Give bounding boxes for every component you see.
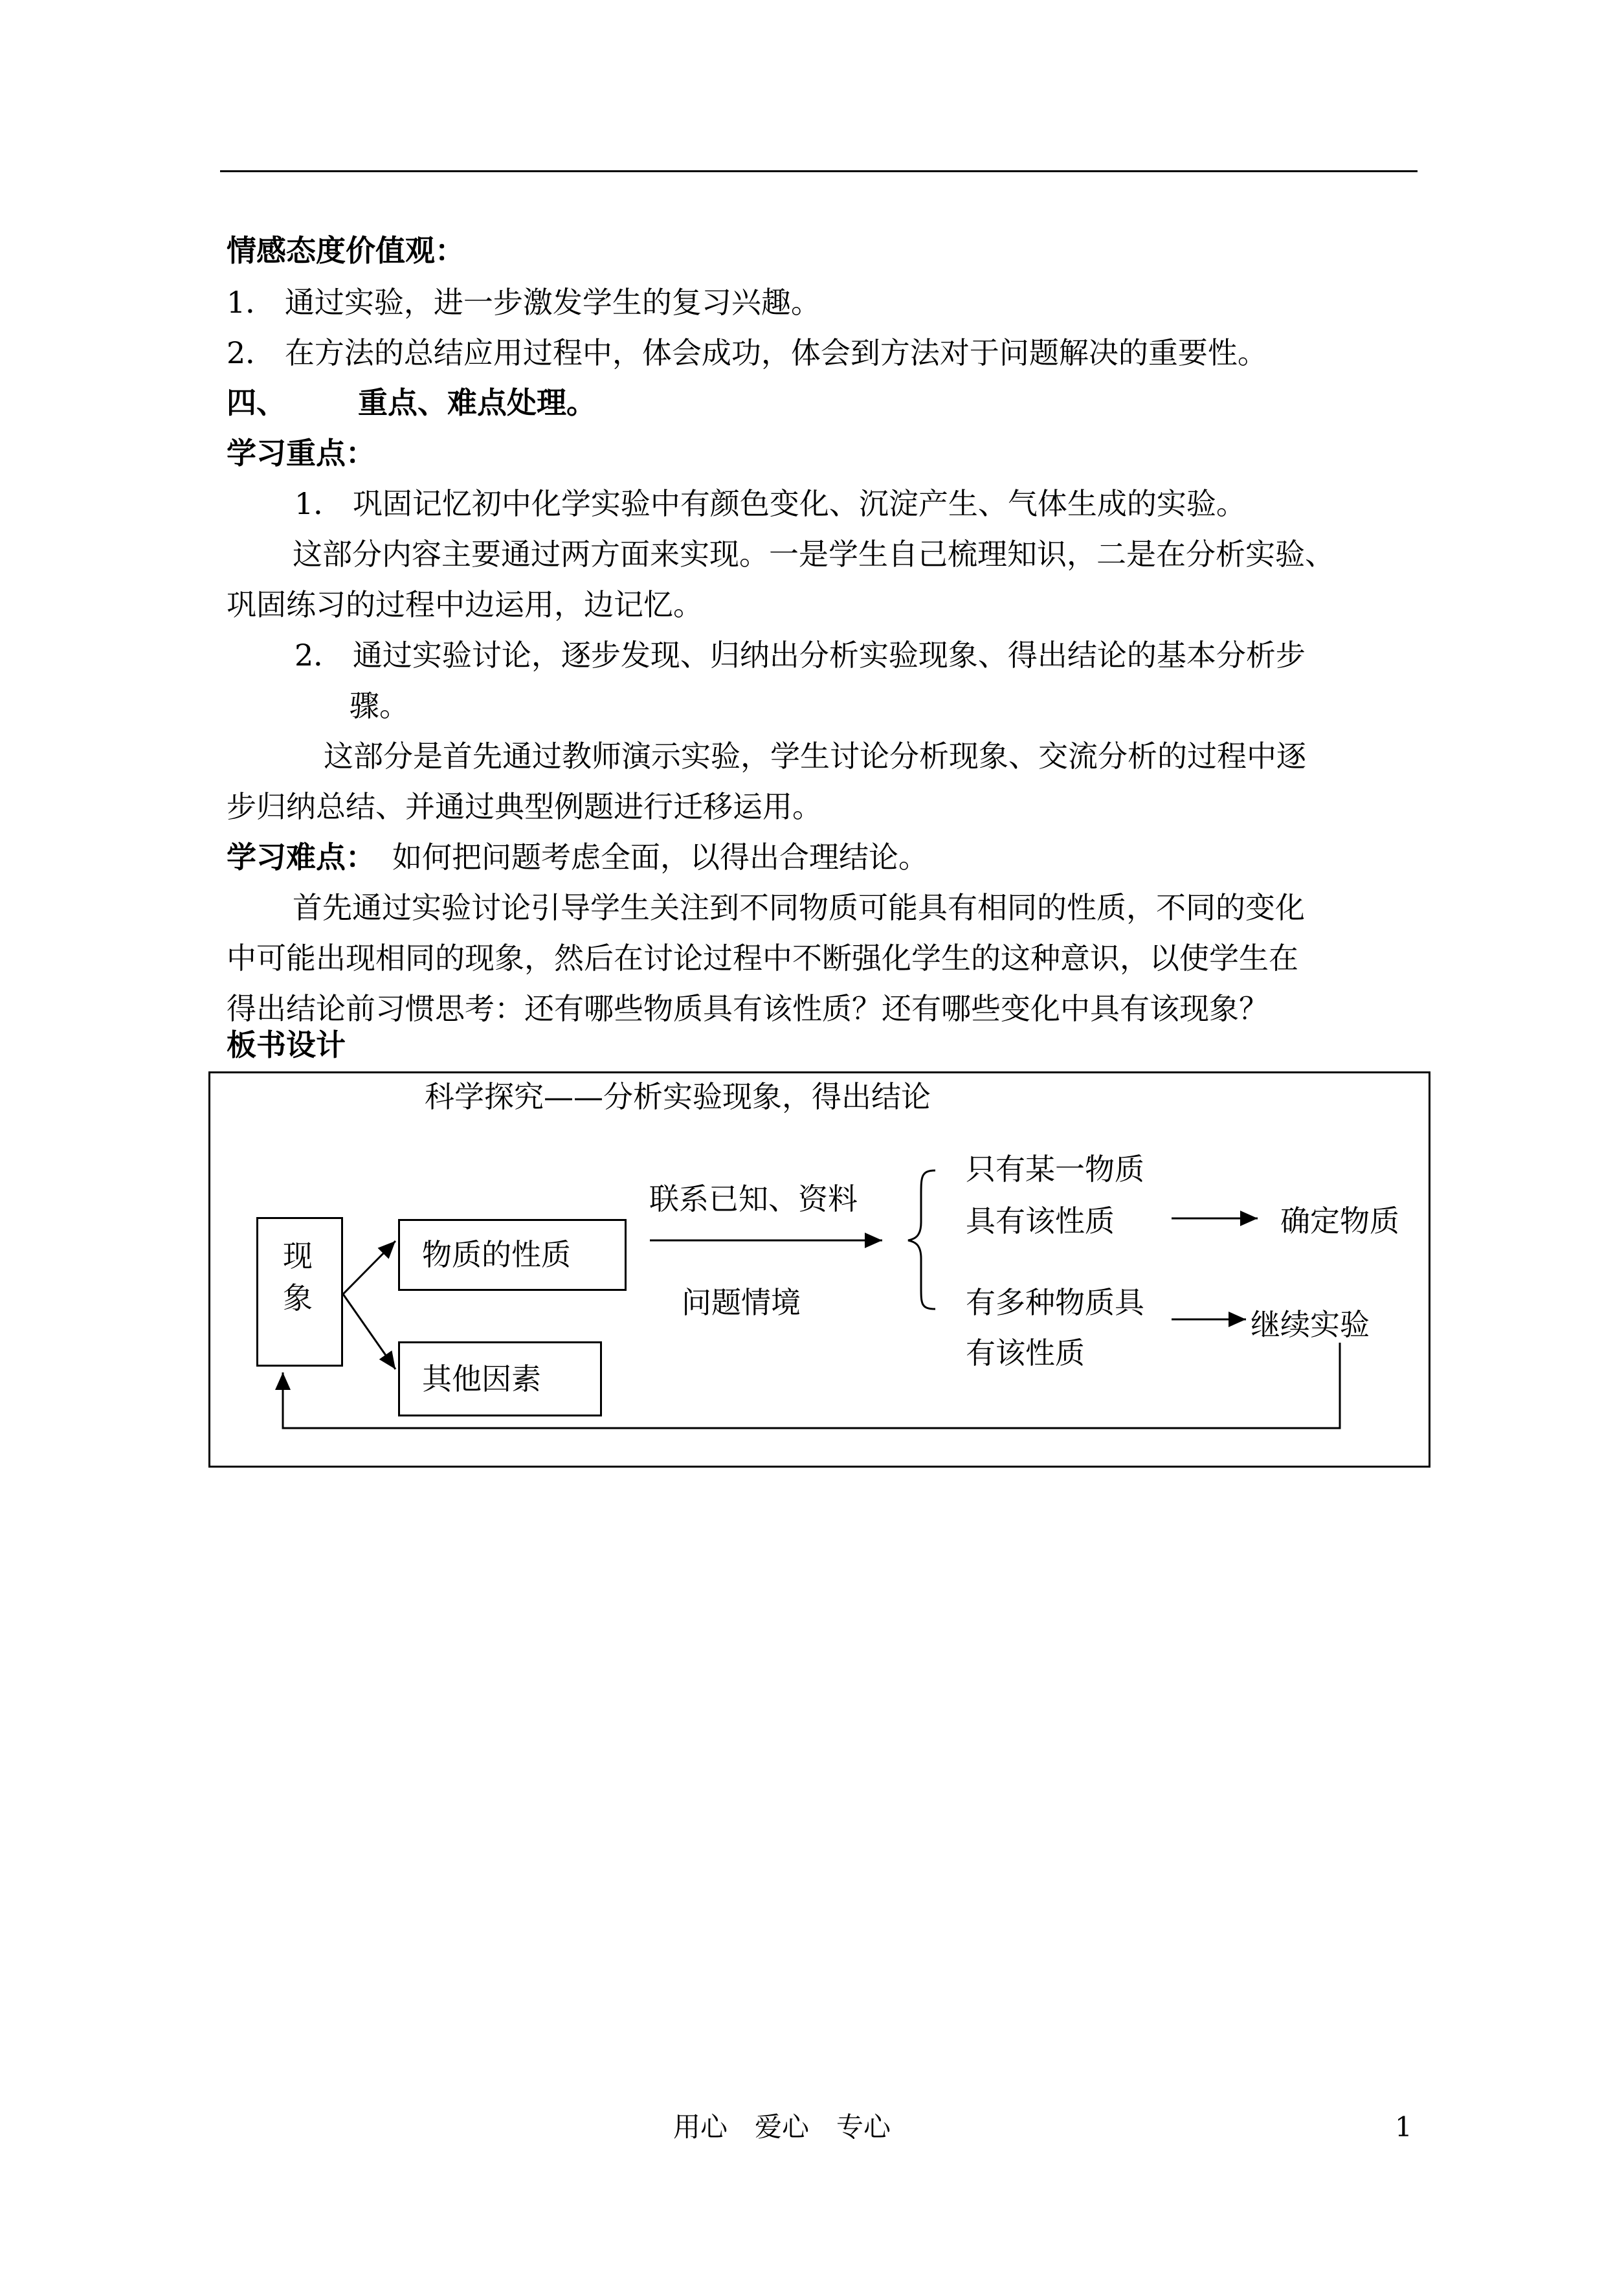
difficult-points-heading: 学习难点：: [227, 840, 375, 875]
page-number: 1: [1395, 2111, 1412, 2143]
key-point-para-2-line-1: 这部分是首先通过教师演示实验，学生讨论分析现象、交流分析的过程中逐: [324, 739, 1306, 774]
emotion-item-1: 1． 通过实验，进一步激发学生的复习兴趣。: [227, 285, 821, 320]
feedback-loop-arrow: [283, 1343, 1340, 1428]
section-four-title: 重点、难点处理。: [358, 385, 596, 420]
other-factors-label: 其他因素: [422, 1361, 541, 1396]
emotion-item-2: 2． 在方法的总结应用过程中，体会成功，体会到方法对于问题解决的重要性。: [227, 335, 1267, 370]
multiple-line-2: 有该性质: [966, 1336, 1085, 1370]
arrow-to-property: [343, 1241, 395, 1294]
arrow-label-top: 联系已知、资料: [649, 1181, 858, 1216]
key-point-para-1-line-2: 巩固练习的过程中边运用，边记忆。: [227, 587, 703, 622]
arrow-to-other: [343, 1294, 395, 1369]
key-point-para-2-line-2: 步归纳总结、并通过典型例题进行迁移运用。: [227, 789, 822, 824]
section-four-number: 四、: [227, 385, 286, 420]
diagram-title: 科学探究——分析实验现象，得出结论: [425, 1079, 931, 1114]
key-points-heading: 学习重点：: [227, 436, 375, 471]
key-point-para-1-line-1: 这部分内容主要通过两方面来实现。一是学生自己梳理知识，二是在分析实验、: [293, 537, 1335, 572]
phenomenon-char-2: 象: [283, 1281, 313, 1315]
section-emotion-heading: 情感态度价值观：: [227, 233, 465, 268]
difficult-para-line-1: 首先通过实验讨论引导学生关注到不同物质可能具有相同的性质，不同的变化: [293, 890, 1305, 925]
difficult-points-text: 如何把问题考虑全面，以得出合理结论。: [392, 840, 928, 875]
footer-slogan: 用心 爱心 专心: [673, 2111, 891, 2143]
difficult-para-line-3: 得出结论前习惯思考：还有哪些物质具有该性质？还有哪些变化中具有该现象？: [227, 991, 1269, 1026]
difficult-para-line-2: 中可能出现相同的现象，然后在讨论过程中不断强化学生的这种意识，以使学生在: [227, 941, 1298, 976]
multiple-line-1: 有多种物质具: [966, 1285, 1144, 1320]
phenomenon-char-1: 现: [283, 1238, 313, 1273]
only-one-line-1: 只有某一物质: [966, 1152, 1144, 1187]
confirm-substance: 确定物质: [1280, 1203, 1399, 1238]
arrow-label-bottom: 问题情境: [682, 1285, 801, 1320]
property-box-label: 物质的性质: [422, 1237, 571, 1272]
diagram-connectors: [210, 1073, 1429, 1466]
brace-shape: [908, 1170, 935, 1309]
only-one-line-2: 具有该性质: [966, 1203, 1115, 1238]
key-point-item-1: 1． 巩固记忆初中化学实验中有颜色变化、沉淀产生、气体生成的实验。: [295, 486, 1246, 521]
continue-experiment: 继续实验: [1251, 1307, 1370, 1342]
board-diagram: [208, 1071, 1430, 1468]
key-point-item-2-line-1: 2． 通过实验讨论，逐步发现、归纳出分析实验现象、得出结论的基本分析步: [295, 638, 1306, 673]
key-point-item-2-line-2: 骤。: [350, 688, 409, 723]
header-rule: [220, 170, 1418, 172]
board-design-heading: 板书设计: [227, 1027, 346, 1062]
